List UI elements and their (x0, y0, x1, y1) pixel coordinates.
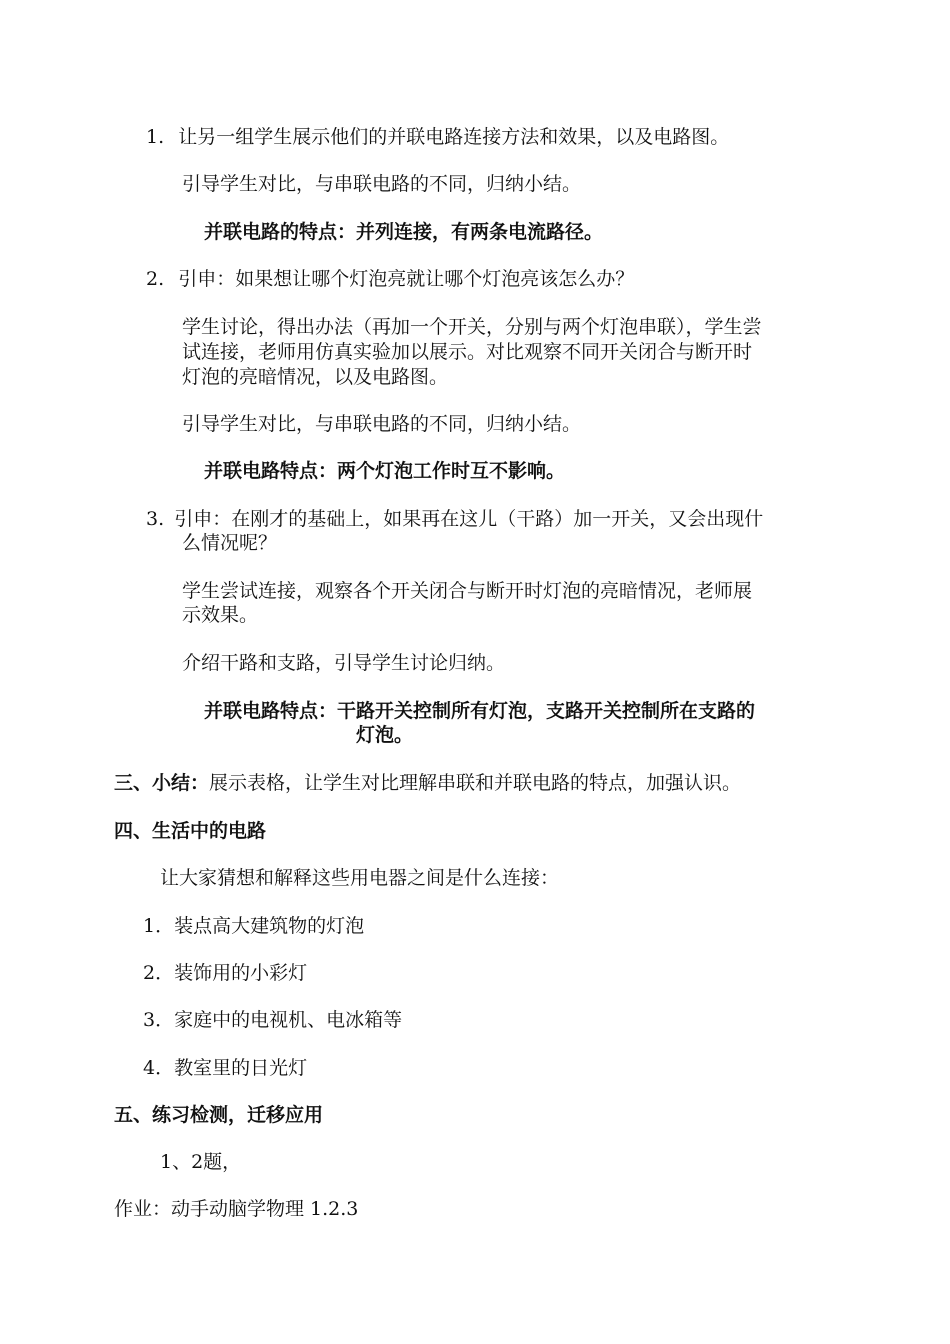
item-1-guide: 引导学生对比，与串联电路的不同，归纳小结。 (182, 173, 582, 195)
item-2-discussion-line-2: 试连接，老师用仿真实验加以展示。对比观察不同开关闭合与断开时 (182, 341, 753, 363)
section-4-list-item-2: 2．装饰用的小彩灯 (143, 962, 308, 984)
section-5-exercises: 1、2题， (160, 1151, 242, 1173)
section-4-list-item-4: 4．教室里的日光灯 (143, 1057, 308, 1079)
item-1-conclusion: 并联电路的特点：并列连接，有两条电流路径。 (204, 221, 604, 243)
item-2-guide: 引导学生对比，与串联电路的不同，归纳小结。 (182, 413, 582, 435)
homework-line: 作业：动手动脑学物理 1.2.3 (114, 1198, 359, 1220)
item-3-text-line-2: 么情况呢？ (182, 532, 278, 554)
item-3-number: 3. (146, 508, 165, 530)
section-4-title: 四、生活中的电路 (114, 820, 267, 842)
section-5-title: 五、练习检测，迁移应用 (114, 1104, 324, 1126)
item-2-discussion-line-1: 学生讨论，得出办法（再加一个开关，分别与两个灯泡串联），学生尝 (182, 316, 762, 338)
item-3-conclusion-line-2: 灯泡。 (356, 724, 414, 746)
item-3-conclusion-line-1: 并联电路特点：干路开关控制所有灯泡，支路开关控制所在支路的 (204, 700, 756, 722)
item-2-text: 引申：如果想让哪个灯泡亮就让哪个灯泡亮该怎么办？ (178, 268, 635, 290)
item-1-text: 让另一组学生展示他们的并联电路连接方法和效果，以及电路图。 (178, 126, 730, 148)
item-3-attempt-line-1: 学生尝试连接，观察各个开关闭合与断开时灯泡的亮暗情况，老师展 (182, 580, 753, 602)
item-1-number: 1. (146, 126, 165, 148)
item-3-line (146, 507, 763, 531)
section-4-intro: 让大家猜想和解释这些用电器之间是什么连接： (160, 867, 560, 889)
item-1-line (146, 125, 729, 149)
item-3-text-line-1: 引申：在刚才的基础上，如果再在这儿（干路）加一开关，又会出现什 (174, 508, 764, 530)
section-3-text: 展示表格，让学生对比理解串联和并联电路的特点，加强认识。 (209, 772, 742, 794)
item-2-number: 2. (146, 268, 165, 290)
section-4-list-item-3: 3．家庭中的电视机、电冰箱等 (143, 1009, 403, 1031)
item-2-conclusion: 并联电路特点：两个灯泡工作时互不影响。 (204, 460, 566, 482)
item-2-line (146, 267, 634, 291)
section-4-list-item-1: 1．装点高大建筑物的灯泡 (143, 915, 365, 937)
item-2-discussion-line-3: 灯泡的亮暗情况，以及电路图。 (182, 366, 449, 388)
section-3-label: 三、小结： (114, 772, 210, 794)
item-3-attempt-line-2: 示效果。 (182, 604, 259, 626)
item-3-intro: 介绍干路和支路，引导学生讨论归纳。 (182, 652, 506, 674)
section-3-summary (114, 771, 741, 795)
